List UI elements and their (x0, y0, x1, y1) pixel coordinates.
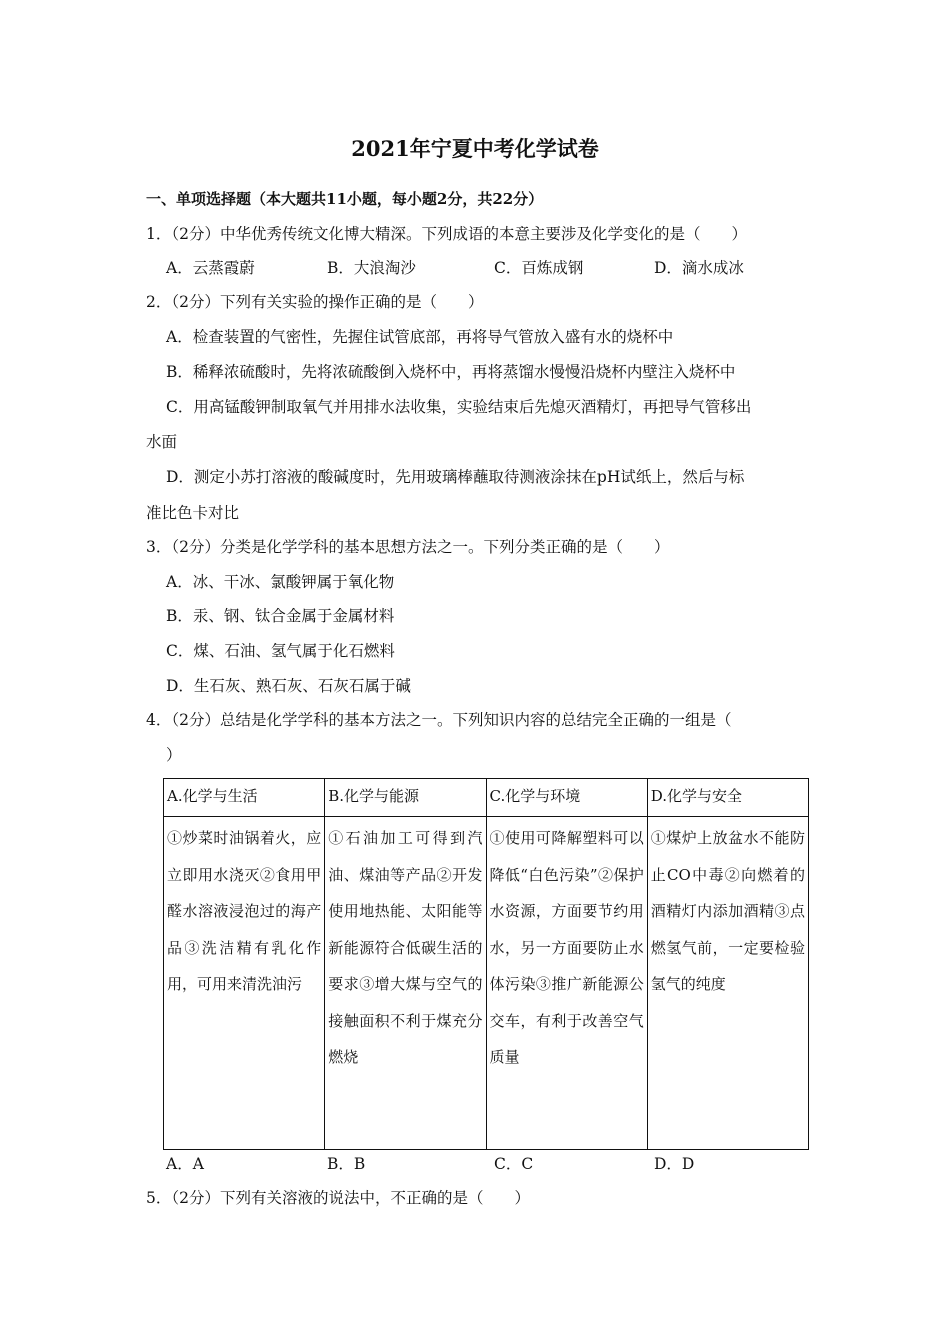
question-2-stem: 2．（2分）下列有关实验的操作正确的是（ ） (146, 293, 484, 311)
table-body-row (164, 817, 809, 1150)
table-header-c: C.化学与环境 (486, 779, 647, 817)
question-4-stem: 4．（2分）总结是化学学科的基本方法之一。下列知识内容的总结完全正确的一组是（ (146, 711, 732, 729)
question-1-option-a: A．云蒸霞蔚 (166, 259, 255, 277)
table-header-row (164, 779, 809, 817)
table-cell-b: ①石油加工可得到汽油、煤油等产品②开发使用地热能、太阳能等新能源符合低碳生活的要求③增大煤与空气的接触面积不利于煤充分燃烧 (325, 817, 486, 1150)
question-1-option-b: B．大浪淘沙 (327, 259, 416, 277)
question-3-option-a: A．冰、干冰、氯酸钾属于氧化物 (166, 573, 395, 591)
table-header-b: B.化学与能源 (325, 779, 486, 817)
table-header-d: D.化学与安全 (647, 779, 808, 817)
section-heading: 一、单项选择题（本大题共11小题，每小题2分，共22分） (146, 190, 544, 208)
question-2-option-b: B．稀释浓硫酸时，先将浓硫酸倒入烧杯中，再将蒸馏水慢慢沿烧杯内壁注入烧杯中 (166, 363, 736, 381)
question-1-option-d: D．滴水成冰 (654, 259, 744, 277)
table-header-a: A.化学与生活 (164, 779, 325, 817)
question-4-option-c: C．C (494, 1155, 534, 1173)
question-1-stem: 1．（2分）中华优秀传统文化博大精深。下列成语的本意主要涉及化学变化的是（ ） (146, 225, 747, 243)
question-2-option-c: C．用高锰酸钾制取氧气并用排水法收集，实验结束后先熄灭酒精灯，再把导气管移出 (166, 398, 752, 416)
question-3-option-c: C．煤、石油、氢气属于化石燃料 (166, 642, 395, 660)
question-4-option-b: B．B (327, 1155, 366, 1173)
question-4-table (163, 778, 809, 1150)
question-2-option-d: D．测定小苏打溶液的酸碱度时，先用玻璃棒蘸取待测液涂抹在pH试纸上，然后与标 (166, 468, 745, 486)
question-5-stem: 5．（2分）下列有关溶液的说法中，不正确的是（ ） (146, 1189, 530, 1207)
question-2-option-c-cont: 水面 (146, 433, 178, 451)
question-2-option-d-cont: 准比色卡对比 (146, 504, 240, 522)
question-2-option-a: A．检查装置的气密性，先握住试管底部，再将导气管放入盛有水的烧杯中 (166, 328, 674, 346)
table-cell-c: ①使用可降解塑料可以降低“白色污染”②保护水资源，方面要节约用水，另一方面要防止水体污染③推广新能源公交车，有利于改善空气质量 (486, 817, 647, 1150)
question-4-option-d: D．D (654, 1155, 695, 1173)
table-cell-d: ①煤炉上放盆水不能防止CO中毒②向燃着的酒精灯内添加酒精③点燃氢气前，一定要检验氢气的纯度 (647, 817, 808, 1150)
table-cell-a: ①炒菜时油锅着火，应立即用水浇灭②食用甲醛水溶液浸泡过的海产品③洗洁精有乳化作用，可用来清洗油污 (164, 817, 325, 1150)
question-3-option-b: B．汞、钢、钛合金属于金属材料 (166, 607, 395, 625)
question-4-stem-cont: ） (166, 746, 182, 764)
question-3-option-d: D．生石灰、熟石灰、石灰石属于碱 (166, 677, 411, 695)
question-1-option-c: C．百炼成钢 (494, 259, 584, 277)
page-title: 2021年宁夏中考化学试卷 (351, 136, 599, 161)
question-4-option-a: A．A (166, 1155, 204, 1173)
question-3-stem: 3．（2分）分类是化学学科的基本思想方法之一。下列分类正确的是（ ） (146, 538, 670, 556)
